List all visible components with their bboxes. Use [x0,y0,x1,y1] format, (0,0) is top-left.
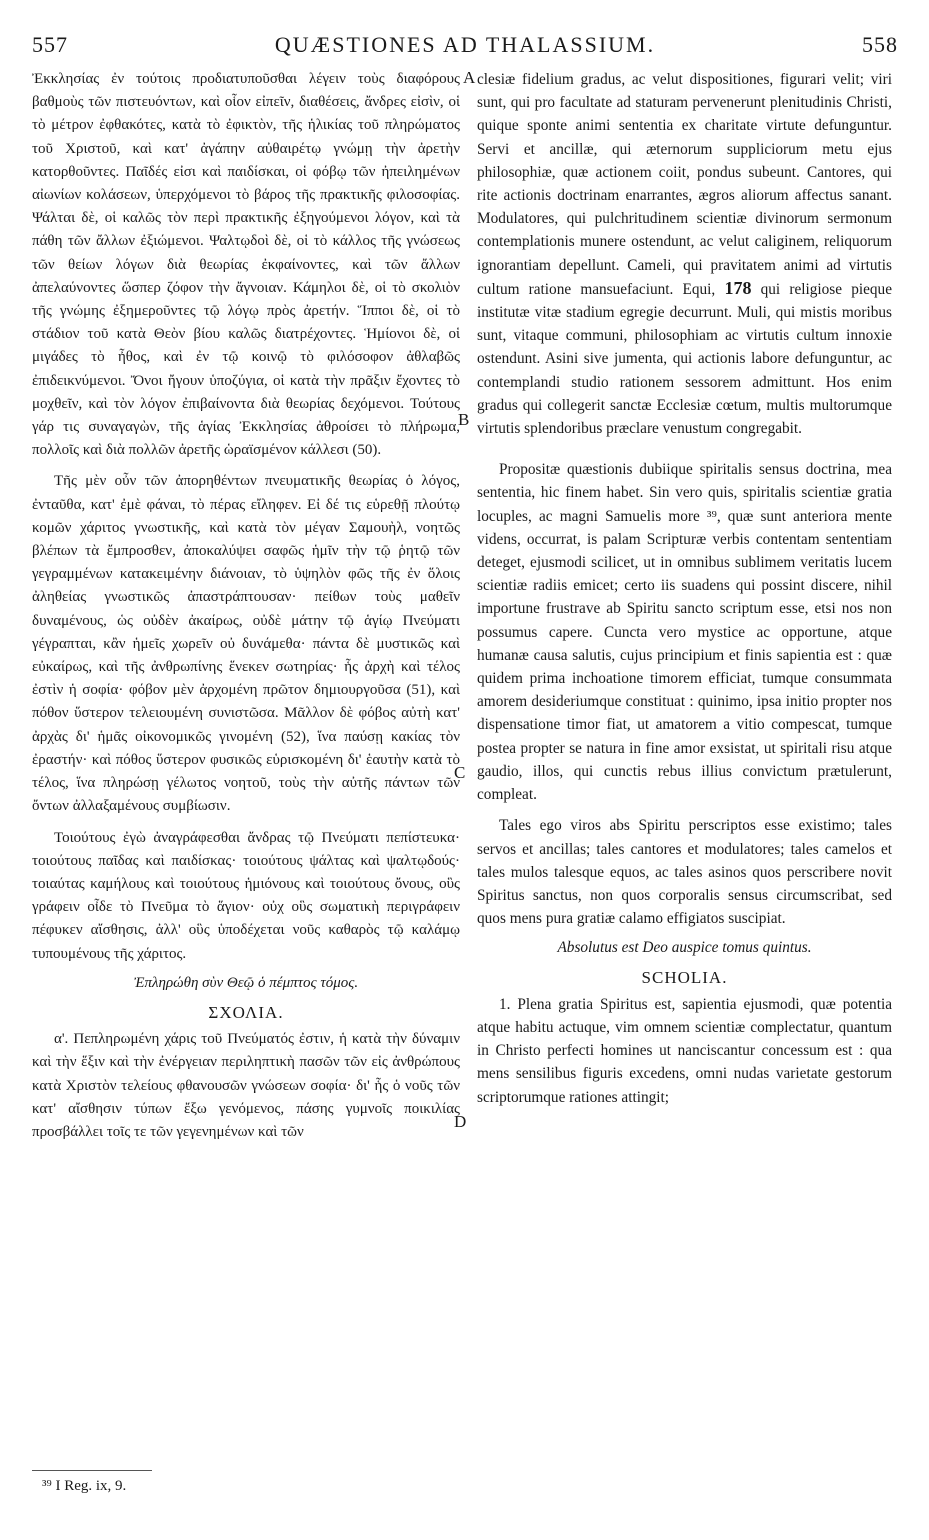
latin-scholia-heading: SCHOLIA. [641,967,728,987]
greek-scholia-heading: ΣΧΟΛΙΑ. [208,1002,284,1022]
margin-marker-d: D [454,1112,467,1131]
greek-paragraph-3: Τοιούτους ἐγὼ ἀναγράφεσθαι ἄνδρας τῷ Πνεύματι πεπίστευκα· τοιούτους παῖδας καὶ παιδίσκας· τοιούτους ψάλτας καὶ ψαλτῳδούς· τοιαύτας καμήλους καὶ τοιούτους ἡμιόνους καὶ τοιούτους ὄνους, οὓς γράφειν οἶδε τὸ Πνεῦμα τὸ ἅγιον· οὐχ οὓς σωματικὴ περιγράφειν πέφυκεν αἴσθησις, ἀλλ' οὓς ὑποδέχεται νοῦς καθαρὸς τῷ καλάμῳ τυπουμένους τῆς χάριτος. [32,829,460,962]
greek-column [32,68,460,1144]
running-header [32,32,898,62]
greek-scholion-1: α'. Πεπληρωμένη χάρις τοῦ Πνεύματός ἐστιν, ἡ κατὰ τὴν δύναμιν καὶ τὴν ἕξιν καὶ τὴν ἐνέργειαν περιληπτικὴ πασῶν τῶν εἰς ἀνθρώπους κατὰ Χριστὸν τελείους φθανουσῶν γνώσεων σοφία· δι' ἧς ὁ νοῦς τῶν κατ' αἴσθησιν τύπων ἔξω γενόμενος, πάσης γυμνοῖς ποικιλίας προσβάλλει τοῖς τε τῶν γεγενημένων καὶ τῶν [32,1031,460,1140]
latin-paragraph-1-part-b: qui religiose pieque institutæ vitæ stadium egregie decurrunt. Muli, qui mistis moribus sunt, vitaque communi, philosophiam ac virtutis cultum innoxie ostendunt. Asini sive jumenta, qui actionis labore defunguntur, ac contemplandi studio rationem sessorem admittunt. Hos enim gradus qui collegerit sanctæ Ecclesiæ cœtum, multis multorumque virtutis splendoribus præclare venustum congregabit. [477,280,892,438]
latin-paragraph-2: Propositæ quæstionis dubiique spiritalis sensus doctrina, mea sententia, hic finem habet. Sin vero quis, spiritalis scientiæ gratia locuples, ac magni Samuelis more ³⁹, quæ sunt anteriora mente videns, occurrat, is palam Scripturæ verbis contentam sententiam deteget, ejusmodi scilicet, ut in omnibus sublimem veritatis lucem scientiæ radiis emicet; certo iis suadens qui possint discere, nihil importune frustrave ab Spiritu sancto scriptum esse, etsi nos non possumus capere. Cuncta vero mystice ac opportune, atque humanæ causa salutis, cujus principium et finis sapientia est : quæ quidem prima inchoatione timorem efficiat, tumque consummata amorem desideriumque constituat : quinimo, ipsa initio propter nos dispensatione timor fiat, ut amatorem a vitio compescat, tumque postea propter se natura in fine amor exsistat, ut spiritali risu atque gaudio, illos, qui cunctis rebus illius convictum prætulerunt, compleat. [477,461,892,804]
page-number-right: 558 [862,32,898,57]
margin-marker-a: A [463,68,476,87]
margin-marker-c: C [454,763,466,782]
latin-paragraph-1 [477,68,892,440]
column-number-marker: 178 [724,277,752,298]
latin-scholion-1: 1. Plena gratia Spiritus est, sapientia ejusmodi, quæ potentia atque habitu actuque, vim omnem scientiæ complectatur, quantum in Christo perfecti homines ut nanciscantur concessum est : qua mens sensilibus figuris excedens, omni nudas varietate gestorum scriptorumque rationes attingit; [477,995,892,1106]
greek-end-note: Ἐπληρώθη σὺν Θεῷ ὁ πέμπτος τόμος. [133,974,359,991]
footnote-rule [32,1470,152,1471]
running-title: QUÆSTIONES AD THALASSIUM. [274,32,656,57]
page-number-left: 557 [32,32,68,57]
margin-marker-b: B [458,410,470,429]
greek-paragraph-2: Τῆς μὲν οὖν τῶν ἀπορηθέντων πνευματικῆς θεωρίας ὁ λόγος, ἐνταῦθα, κατ' ἐμὲ φάναι, τὸ πέρας εἴληφεν. Εἰ δέ τις εὑρεθῇ πλούτῳ κομῶν χάριτος γνωστικῆς, καὶ κατὰ τὸν μέγαν Σαμουὴλ, νοητῶς βλέπων τὰ ἔμπροσθεν, ἀποκαλύψει σαφῶς ἡμῖν τὴν τῷ ῥητῷ τῶν γεγραμμένων κατακειμένην διάνοιαν, τὸ ὑψηλὸν φῶς τῆς ἐν ὅλοις ἀληθείας γνωστικῶς ἀπαστράπτουσαν· πείθων τοὺς μαθεῖν δυναμένους, ὡς οὐδὲν ἀκαίρως, οὐδὲ μάτην τῷ ἁγίῳ Πνεύματι γέγραπται, κἂν ἡμεῖς χωρεῖν οὐ δυνάμεθα· πάντα δὲ μυστικῶς καὶ εὐκαίρως, καὶ τῆς ἀνθρωπίνης ἕνεκεν σωτηρίας· ἧς ἀρχὴ καὶ τέλος ἐστὶν ἡ σοφία· φόβον μὲν ἀρχομένη πρῶτον δημιουργοῦσα (51), καὶ πόθον ὕστερον τελειουμένη συνιστῶσα. Μᾶλλον δὲ φόβος αὐτὴ κατ' ἀρχὰς δι' ἡμᾶς οἰκονομικῶς γινομένη (52), ἵνα παύσῃ κακίας τὸν ἐραστήν· καὶ πόθος ὕστερον φυσικῶς εὑρισκομένη δι' ἑαυτὴν κατὰ τὸ τέλος, ἵνα πληρώσῃ γέλωτος νοητοῦ, τοὺς τὴν αὐτῆς πάντων τῶν ὄντων ἀλλαξαμένους συμβίωσιν. [32,473,460,815]
latin-paragraph-1-part-a: clesiæ fidelium gradus, ac velut dispositiones, figurari velit; viri sunt, qui pro facultate ad staturam pervenerunt plenitudinis Christi, quique sponte animi sententia ex charitate virtute defunguntur. Servi et ancillæ, qui æternorum suppliciorum metu ejus philosophiæ, quæ actionem coiit, pondus subeunt. Cantores, qui rite actionis doctrinam enarrantes, ægros aliorum affectus sanant. Modulatores, qui pulchritudinem scientiæ divinorum sermonum contemplationis munere ostendunt, ac velut caliginem, reliquorum ignorantiam depellunt. Cameli, qui pravitatem animi ad virtutis cultum ratione mansuefaciunt. Equi, [477,71,892,298]
latin-end-note: Absolutus est Deo auspice tomus quintus. [557,939,812,957]
greek-paragraph-1: Ἐκκλησίας ἐν τούτοις προδιατυποῦσθαι λέγειν τοὺς διαφόρους βαθμοὺς τῶν πιστευόντων, καὶ οἷον εἰπεῖν, διαθέσεις, ἄνδρες εἰσὶν, οἱ τὸ μέτρον ἐφθακότες, κατὰ τὸ ἐφικτὸν, τῆς ἡλικίας τοῦ πληρώματος τοῦ Χριστοῦ, καὶ κατ' ἀγάπην αὐθαιρέτῳ γνώμῃ τὴν ἀρετὴν κατορθοῦντες. Παῖδές εἰσι καὶ παιδίσκαι, οἱ φόβῳ τῶν ἠπειλημένων αἰωνίων κολάσεων, ὑπερχόμενοι τὸ βάρος τῆς πρακτικῆς φιλοσοφίας. Ψάλται δὲ, οἱ καλῶς τὸν περὶ πρακτικῆς ἐξηγούμενοι λόγον, καὶ τὰ πάθη τῶν ἄλλων ἐξιώμενοι. Ψαλτῳδοὶ δὲ, οἱ τὸ κάλλος τῆς γνώσεως τῶν θείων λόγων διὰ θεωρίας ἐκφαίνοντες, καὶ τῶν ἄλλων ἀπελαύνοντες ὥσπερ ζόφον τὴν ἄγνοιαν. Κάμηλοι δὲ, οἱ τὸ σκολιὸν τῆς γνώμης ἐξημεροῦντες τῷ λόγῳ πρὸς ἀρετήν. Ἵπποι δὲ, οἱ τὸ στάδιον τοῦ κατὰ Θεὸν βίου καλῶς διατρέχοντες. Ἡμίονοι δὲ, οἱ μιγάδες τὸ ἦθος, καὶ ἐν τῷ κοινῷ τὸ φιλόσοφον ἀθλαβῶς ἐπιδεικνύμενοι. Ὄνοι ἤγουν ὑποζύγια, οἱ κατὰ τὴν πρᾶξιν ἔχοντες τὸ μοχθεῖν, καὶ τὸν λόγον ἐπιβαίνοντα διὰ θεωρίας δεχόμενοι. Τούτους γάρ τις συναγαγὼν, τῆς ἁγίας Ἐκκλησίας ἀθροίσει τὸ πλήρωμα, πολλοῖς καὶ διὰ πολλῶν ἀρετῆς ὡραϊσμένον κάλλεσι (50). [32,71,460,459]
latin-paragraph-3: Tales ego viros abs Spiritu perscriptos esse existimo; tales servos et ancillas; tales cantores et modulatores; tales camelos et tales mulos talesque equos, ac tales asinos quos perscribere novit Spiritus sanctus, non quos corporalis sensus circumscribat, sed quos mens pura gratiæ calamo effigiatos suscipiat. [477,817,892,928]
latin-column [477,68,892,1109]
footnote: ³⁹ I Reg. ix, 9. [42,1478,127,1494]
